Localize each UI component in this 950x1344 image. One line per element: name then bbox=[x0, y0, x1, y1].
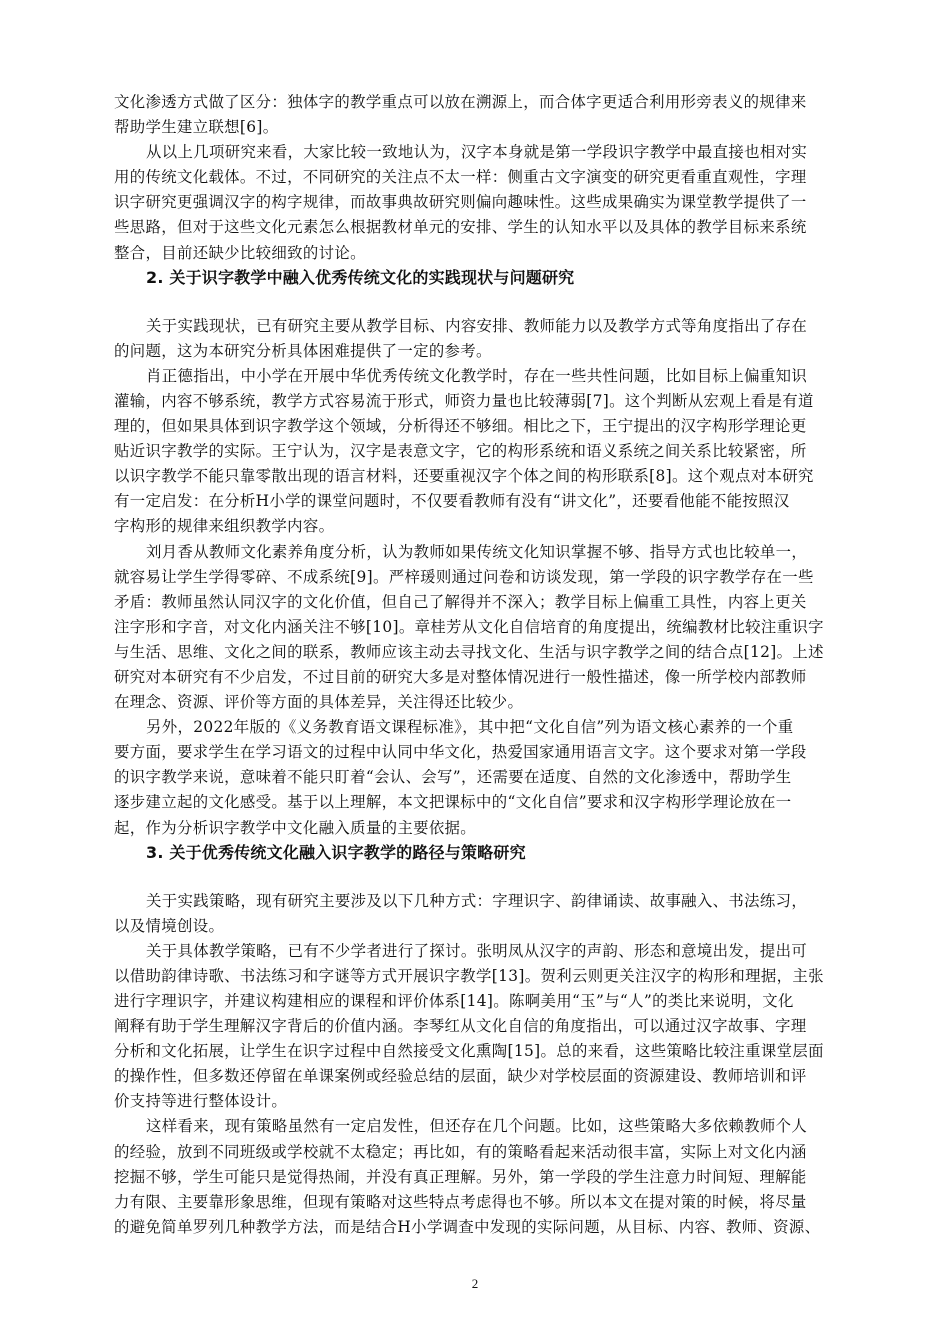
text-line: 就容易让学生学得零碎、不成系统[9]。严梓瑗则通过问卷和访谈发现，第一学段的识字教学存在一些 bbox=[114, 567, 814, 586]
text-line: 的识字教学来说，意味着不能只盯着“会认、会写”，还需要在适度、自然的文化渗透中，帮助学生 bbox=[114, 768, 792, 787]
text-line: 有一定启发：在分析H小学的课堂问题时，不仅要看教师有没有“讲文化”，还要看他能不能按照汉 bbox=[114, 492, 790, 511]
text-line: 注字形和字音，对文化内涵关注不够[10]。章桂芳从文化自信培育的角度提出，统编教材比较注重识字 bbox=[114, 617, 824, 636]
text-line: 这样看来，现有策略虽然有一定启发性，但还存在几个问题。比如，这些策略大多依赖教师个人 bbox=[146, 1117, 808, 1136]
section-heading: 3. 关于优秀传统文化融入识字教学的路径与策略研究 bbox=[146, 842, 526, 862]
text-line: 逐步建立起的文化感受。基于以上理解，本文把课标中的“文化自信”要求和汉字构形学理论放在一 bbox=[114, 793, 792, 812]
text-line: 从以上几项研究来看，大家比较一致地认为，汉字本身就是第一学段识字教学中最直接也相对实 bbox=[146, 143, 808, 162]
text-line: 另外，2022年版的《义务教育语文课程标准》，其中把“文化自信”列为语文核心素养的一个重 bbox=[146, 718, 794, 737]
paragraph bbox=[114, 540, 844, 716]
text-line: 阐释有助于学生理解汉字背后的价值内涵。李琴红从文化自信的角度指出，可以通过汉字故事、字理 bbox=[114, 1017, 807, 1036]
text-line: 的操作性，但多数还停留在单课案例或经验总结的层面，缺少对学校层面的资源建设、教师培训和评 bbox=[114, 1067, 807, 1086]
text-line: 文化渗透方式做了区分：独体字的教学重点可以放在溯源上，而合体字更适合利用形旁表义的规律来 bbox=[114, 93, 807, 111]
document-body bbox=[114, 90, 844, 1240]
paragraph bbox=[114, 715, 844, 840]
text-line: 识字研究更强调汉字的构字规律，而故事典故研究则偏向趣味性。这些成果确实为课堂教学提供了一 bbox=[114, 193, 807, 212]
paragraph bbox=[114, 939, 844, 1115]
page-number: 2 bbox=[471, 1276, 479, 1291]
text-line: 价支持等进行整体设计。 bbox=[114, 1092, 288, 1111]
text-line: 灌输，内容不够系统，教学方式容易流于形式，师资力量也比较薄弱[7]。这个判断从宏观上看是有道 bbox=[114, 391, 814, 410]
text-line: 力有限、主要靠形象思维，但现有策略对这些特点考虑得也不够。所以本文在提对策的时候，将尽量 bbox=[114, 1192, 807, 1211]
text-line: 字构形的规律来组织教学内容。 bbox=[114, 517, 335, 536]
paragraph bbox=[114, 314, 844, 364]
text-line: 肖正德指出，中小学在开展中华优秀传统文化教学时，存在一些共性问题，比如目标上偏重知识 bbox=[146, 366, 808, 385]
text-line: 用的传统文化载体。不过，不同研究的关注点不太一样：侧重古文字演变的研究更看重直观性，字理 bbox=[114, 168, 807, 187]
paragraph bbox=[114, 889, 844, 939]
text-line: 贴近识字教学的实际。王宁认为，汉字是表意文字，它的构形系统和语义系统之间关系比较紧密，所 bbox=[114, 442, 807, 461]
paragraph bbox=[114, 90, 844, 140]
text-line: 要方面，要求学生在学习语文的过程中认同中华文化，热爱国家通用语言文字。这个要求对第一学段 bbox=[114, 743, 807, 762]
text-line: 的问题，这为本研究分析具体困难提供了一定的参考。 bbox=[114, 341, 492, 360]
text-line: 帮助学生建立联想[6]。 bbox=[114, 118, 279, 137]
text-line: 以识字教学不能只靠零散出现的语言材料，还要重视汉字个体之间的构形联系[8]。这个观点对本研究 bbox=[114, 467, 814, 486]
text-line: 以及情境创设。 bbox=[114, 916, 225, 935]
heading-spacer bbox=[114, 865, 844, 889]
text-line: 理的，但如果具体到识字教学这个领域，分析得还不够细。相比之下，王宁提出的汉字构形学理论更 bbox=[114, 417, 807, 436]
text-line: 挖掘不够，学生可能只是觉得热闹，并没有真正理解。另外，第一学段的学生注意力时间短、理解能 bbox=[114, 1167, 807, 1186]
section-heading: 2. 关于识字教学中融入优秀传统文化的实践现状与问题研究 bbox=[146, 267, 575, 287]
text-line: 整合，目前还缺少比较细致的讨论。 bbox=[114, 243, 366, 262]
paragraph bbox=[114, 140, 844, 265]
paragraph bbox=[114, 1114, 844, 1239]
text-line: 以借助韵律诗歌、书法练习和字谜等方式开展识字教学[13]。贺利云则更关注汉字的构形和理据，主张 bbox=[114, 966, 824, 985]
text-line: 研究对本研究有不少启发，不过目前的研究大多是对整体情况进行一般性描述，像一所学校内部教师 bbox=[114, 667, 807, 686]
paragraph bbox=[114, 364, 844, 540]
heading-spacer bbox=[114, 290, 844, 314]
text-line: 些思路，但对于这些文化元素怎么根据教材单元的安排、学生的认知水平以及具体的教学目标来系统 bbox=[114, 218, 807, 237]
text-line: 刘月香从教师文化素养角度分析，认为教师如果传统文化知识掌握不够、指导方式也比较单一， bbox=[146, 542, 808, 561]
text-line: 在理念、资源、评价等方面的具体差异，关注得还比较少。 bbox=[114, 693, 524, 712]
text-line: 矛盾：教师虽然认同汉字的文化价值，但自己了解得并不深入；教学目标上偏重工具性，内容上更关 bbox=[114, 592, 807, 611]
text-line: 与生活、思维、文化之间的联系，教师应该主动去寻找文化、生活与识字教学之间的结合点[12]。上述 bbox=[114, 642, 824, 661]
text-line: 分析和文化拓展，让学生在识字过程中自然接受文化熏陶[15]。总的来看，这些策略比较注重课堂层面 bbox=[114, 1042, 824, 1061]
text-line: 关于实践策略，现有研究主要涉及以下几种方式：字理识字、韵律诵读、故事融入、书法练习， bbox=[146, 891, 808, 910]
text-line: 的避免简单罗列几种教学方法，而是结合H小学调查中发现的实际问题，从目标、内容、教师、资源、 bbox=[114, 1217, 821, 1236]
text-line: 进行字理识字，并建议构建相应的课程和评价体系[14]。陈啊美用“玉”与“人”的类比来说明，文化 bbox=[114, 992, 794, 1010]
text-line: 关于实践现状，已有研究主要从教学目标、内容安排、教师能力以及教学方式等角度指出了存在 bbox=[146, 316, 808, 335]
text-line: 起，作为分析识字教学中文化融入质量的主要依据。 bbox=[114, 818, 477, 837]
text-line: 关于具体教学策略，已有不少学者进行了探讨。张明凤从汉字的声韵、形态和意境出发，提出可 bbox=[146, 941, 808, 960]
text-line: 的经验，放到不同班级或学校就不太稳定；再比如，有的策略看起来活动很丰富，实际上对文化内涵 bbox=[114, 1142, 807, 1161]
